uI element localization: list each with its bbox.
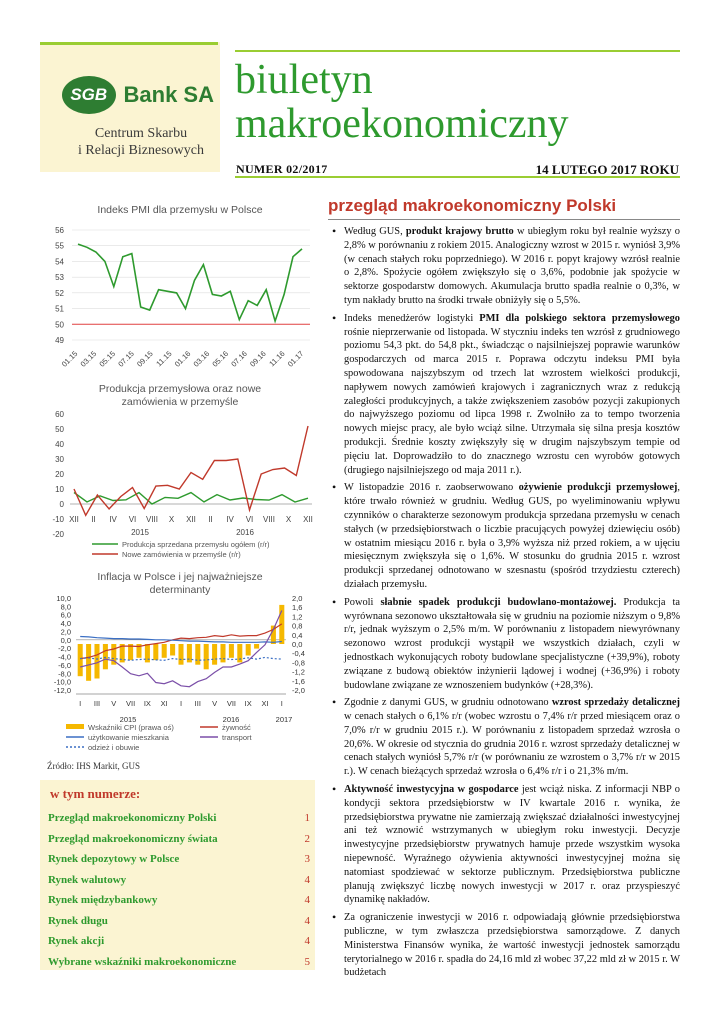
chart-source: Źródło: IHS Markit, GUS — [47, 761, 140, 771]
production-chart-title-line1: Produkcja przemysłowa oraz nowe — [98, 383, 262, 395]
y-tick-label: 2,0 — [60, 627, 71, 637]
toc-item-label: Rynek walutowy — [48, 873, 127, 886]
x-tick-label: 09.15 — [135, 349, 155, 369]
top-rule-left — [40, 42, 218, 45]
cpi-bar — [220, 644, 225, 662]
toc-item-label: Rynek długu — [48, 914, 108, 927]
y-tick-label: -20 — [52, 530, 64, 539]
y-tick-label: -12,0 — [53, 686, 71, 695]
y2-tick-label: -0,8 — [292, 658, 305, 668]
paragraph-text: Za ograniczenie inwestycji w 2016 r. odpowiadają głównie przedsiębiorstwa publiczne, w tym zwłaszcza przedsiębiorstwa samorządowe. Z danych Ministerstwa Finansów wynika, że wartość inwestycji jednostek samorządu terytorialnego w 2016 r. spadła do 24,16 mld zł wobec 37,22 mld zł w 2015 r. W budżetach — [344, 912, 680, 979]
x-tick-label: III — [194, 699, 201, 708]
x-tick-label: VII — [126, 699, 136, 708]
y-tick-label: 40 — [55, 440, 64, 449]
subtitle-line2: i Relacji Biznesowych — [78, 143, 204, 158]
x-tick-label: III — [93, 699, 101, 708]
y-tick-label: -2,0 — [58, 644, 71, 654]
logo-mark: SGB — [62, 76, 116, 114]
inflation-chart-title-line2: determinanty — [149, 584, 211, 596]
toc-item-page: 4 — [304, 914, 310, 927]
x-tick-label: 01.15 — [59, 349, 80, 369]
x-tick-label: VIII — [262, 515, 276, 524]
y-tick-label: 20 — [55, 470, 64, 479]
department-name — [66, 125, 216, 159]
y-tick-label: -10 — [52, 515, 64, 524]
paragraph-text: , które trwało również w grudniu. Według GUS, po wyeliminowaniu wpływu czynników o charakterze sezonowym produkcja sprzedana przemysłu w cenach stałych (w przedsiębiorstwach o liczbie pracujących powyżej dziewięciu osób) w ostatnim miesiącu 2016 r. była o 3,9% wyższa niż przed rokiem, a w ujęciu miesięcznym zwiększyła się o 1,6%. W stosunku do grudnia 2015 r. wzrost produkcji sprzedanej odnotowano w szesnastu (spośród trzydziestu czterech) działach przemysłu. — [344, 482, 681, 590]
x-tick-label: VII — [226, 699, 236, 708]
legend-swatch — [66, 724, 84, 729]
y2-tick-label: -1,6 — [292, 676, 305, 686]
toc-item[interactable] — [48, 833, 310, 845]
y-tick-label: 52 — [55, 288, 64, 298]
x-tick-label: V — [212, 699, 218, 708]
pmi-chart-title: Indeks PMI dla przemysłu w Polsce — [97, 204, 263, 216]
x-tick-label: I — [280, 699, 283, 708]
legend-label: Wskaźniki CPI (prawa oś) — [88, 723, 174, 732]
x-tick-label: IV — [109, 515, 117, 524]
production-chart — [40, 380, 320, 565]
y-tick-label: -6,0 — [58, 660, 71, 670]
legend-label: Produkcja sprzedana przemysłu ogółem (r/r) — [122, 540, 270, 549]
y-tick-label: 10,0 — [56, 594, 71, 603]
top-rule-right — [235, 50, 680, 52]
production-chart-title-line2: zamówienia w przemyśle — [121, 396, 239, 408]
x-tick-label: 03.15 — [78, 349, 99, 369]
toc-item-page: 4 — [304, 873, 310, 886]
x-tick-label: 07.15 — [116, 349, 136, 369]
toc-item[interactable] — [48, 894, 310, 906]
logo-name: Bank SA — [123, 82, 214, 107]
cpi-bar — [246, 644, 251, 656]
article-paragraph — [330, 481, 680, 591]
x-tick-label: 11.16 — [267, 349, 287, 369]
toc-item[interactable] — [48, 853, 310, 865]
article-paragraph — [330, 911, 680, 980]
x-tick-label: X — [285, 515, 292, 524]
issue-date: 14 LUTEGO 2017 ROKU — [535, 162, 679, 177]
y-tick-label: 53 — [55, 273, 64, 283]
paragraph-highlight: ożywienie produkcji przemysłowej — [518, 482, 678, 494]
legend-label: użytkowanie mieszkania — [88, 733, 169, 742]
paragraph-highlight: produkt krajowy brutto — [405, 226, 514, 237]
x-tick-label: IV — [226, 515, 234, 524]
issue-number: NUMER 02/2017 — [236, 162, 328, 176]
article-paragraph — [330, 783, 680, 907]
y-tick-label: 6,0 — [60, 610, 71, 620]
legend-label: Nowe zamówienia w przemyśle (r/r) — [122, 550, 241, 559]
y-tick-label: 51 — [55, 304, 64, 314]
series-line — [74, 493, 308, 505]
cpi-bar — [78, 644, 83, 676]
x-tick-label: 09.16 — [248, 349, 268, 369]
x-tick-label: VIII — [145, 515, 159, 524]
inflation-chart-svg — [40, 568, 320, 758]
legend-label: odzież i obuwie — [88, 743, 140, 752]
toc-item[interactable] — [48, 935, 310, 947]
toc-item[interactable] — [48, 812, 310, 824]
y2-tick-label: 0,0 — [292, 640, 303, 649]
article-paragraph — [330, 596, 680, 693]
y-tick-label: 50 — [55, 425, 64, 434]
toc-item[interactable] — [48, 915, 310, 927]
x-group-label: 2016 — [222, 715, 240, 724]
x-tick-label: IX — [244, 699, 252, 708]
toc-item-page: 4 — [304, 894, 310, 906]
y2-tick-label: -1,2 — [292, 667, 305, 677]
x-tick-label: 07.16 — [229, 349, 249, 369]
toc-item-label: Rynek międzybankowy — [48, 894, 158, 906]
cpi-bar — [94, 644, 99, 679]
pmi-chart — [40, 198, 320, 373]
title-line1: biuletyn — [235, 57, 373, 103]
y-tick-label: 54 — [55, 257, 64, 267]
y-tick-label: 49 — [55, 336, 64, 345]
y-tick-label: -8,0 — [58, 669, 71, 679]
y2-tick-label: 0,8 — [292, 621, 303, 631]
y2-tick-label: 0,4 — [292, 630, 303, 640]
y-tick-label: 8,0 — [60, 602, 71, 612]
paragraph-text: w cenach stałych o 6,1% r/r (wobec wzrostu o 7,4% r/r przed miesiącem oraz o 7,0% r/r w grudniu 2015 r.). W porównaniu z listopadem sprzedaż wzrosła o 20,6%. W okresie od stycznia do grudnia 2016 r. wzrost sprzedaży detalicznej w cenach stałych wyniósł 5,7% r/r (w porównaniu ze wzrostem o 3,7% r/r w 2015 r.). W cenach bieżących sprzedaż wzrosła o 6,4% r/r i o 21,3% m/m. — [344, 711, 680, 778]
subtitle-line1: Centrum Skarbu — [94, 126, 188, 141]
toc-item-page: 3 — [304, 853, 310, 865]
cpi-bar — [178, 644, 183, 665]
table-of-contents — [40, 780, 315, 970]
paragraph-text: Zgodnie z danymi GUS, w grudniu odnotowano — [344, 697, 552, 709]
section-rule — [328, 219, 680, 220]
title-line2: makroekonomiczny — [235, 101, 569, 147]
inflation-chart — [40, 568, 320, 758]
toc-item-page: 1 — [304, 812, 310, 824]
x-group-label: 2017 — [275, 715, 293, 724]
x-group-label: 2016 — [236, 528, 254, 537]
cpi-bar — [229, 644, 234, 658]
paragraph-highlight: PMI dla polskiego sektora przemysłowego — [479, 312, 680, 324]
legend-label: żywność — [222, 723, 251, 732]
paragraph-text: rośnie nieprzerwanie od listopada. W styczniu indeks ten wzrósł z grudniowego poziomu 54,3 pkt. do 54,8 pkt., świadcząc o najsilniejszej poprawie warunków gospodarczych od marca 2015 r. Poprawa odczytu indeksu PMI była spowodowana najszybszym od trzech lat wzrostem wielkości produkcji, napływem nowych zamówień krajowych i zagranicznych wraz z redukcją zaległości produkcyjnych, a także zwiększeniem zasobów pozycji zakupionych do najwyższego poziomu od lipca 1998 r. Zwolniło za to tempo tworzenia nowych miejsc pracy, ale było wciąż silne. Utrzymała się silna presja kosztów produkcji. Średnie koszty zwiększyły się w drugim najszybszym tempie od pięciu lat. Doprowadziło to do znacznego wzrostu cen wyrobów gotowych (drugiego najsilniejszego od maja 2011 r.). — [344, 326, 680, 476]
cpi-bar — [103, 644, 108, 669]
paragraph-text: Produkcja ta wyrównana sezonowo ukształtowała się w grudniu na poziomie niższym o 9,8% r/r, jednak wyższym o 2,5% m/m. W porównaniu z listopadem niewyrównany sezonowo wzrost produkcji wystąpił we wszystkich działach, czyli w jednostkach wykonujących roboty budowlane specjalistyczne (+39,9%), roboty związane z budową obiektów inżynierii lądowej i wodnej (+36,9%) i roboty budowlane związane ze wznoszeniem budynków (+28,3%). — [344, 596, 680, 691]
toc-item-label: Rynek akcji — [48, 935, 105, 947]
article-paragraph — [330, 696, 680, 779]
x-tick-label: I — [179, 699, 183, 708]
toc-item[interactable] — [48, 874, 310, 886]
section-title: przegląd makroekonomiczny Polski — [328, 196, 617, 215]
toc-item-label: Przegląd makroekonomiczny świata — [48, 832, 218, 845]
y-tick-label: 10 — [55, 485, 64, 494]
x-tick-label: II — [208, 515, 213, 524]
cpi-bar — [254, 644, 259, 649]
paragraph-highlight: Aktywność inwestycyjna w gospodarce — [344, 784, 519, 796]
cpi-bar — [153, 644, 158, 660]
y2-tick-label: 1,6 — [292, 603, 303, 613]
inflation-chart-title-line1: Inflacja w Polsce i jej najważniejsze — [97, 571, 263, 583]
cpi-bar — [86, 644, 91, 681]
y2-tick-label: -0,4 — [292, 649, 305, 659]
y-tick-label: 0,0 — [60, 635, 71, 645]
toc-item-label: Wybrane wskaźniki makroekonomiczne — [48, 955, 237, 968]
cpi-bar — [195, 644, 200, 665]
y-tick-label: 56 — [55, 226, 64, 235]
y-tick-label: 4,0 — [60, 619, 71, 629]
x-tick-label: VI — [128, 515, 137, 524]
x-tick-label: VI — [245, 515, 254, 524]
y2-tick-label: 2,0 — [292, 594, 303, 603]
x-tick-label: XII — [303, 515, 313, 524]
y-tick-label: -4,0 — [58, 652, 71, 662]
toc-item-page: 2 — [304, 832, 310, 845]
y-tick-label: 30 — [55, 455, 64, 464]
toc-item-label: Rynek depozytowy w Polsce — [48, 853, 180, 865]
article-text — [330, 225, 680, 984]
series-line — [80, 637, 282, 643]
paragraph-highlight: wzrost sprzedaży detalicznej — [551, 697, 680, 709]
toc-item-label: Przegląd makroekonomiczny Polski — [48, 812, 217, 824]
x-tick-label: IX — [143, 699, 151, 708]
y-tick-label: -10,0 — [53, 677, 71, 687]
x-tick-label: V — [111, 699, 117, 708]
y-tick-label: 50 — [55, 320, 64, 330]
pmi-chart-svg — [40, 198, 320, 373]
x-group-label: 2015 — [119, 715, 137, 724]
y2-tick-label: 1,2 — [292, 612, 303, 622]
x-tick-label: XII — [69, 515, 79, 524]
paragraph-text: Według GUS, — [344, 226, 406, 237]
y2-tick-label: -2,0 — [292, 686, 305, 695]
cpi-bar — [170, 644, 175, 656]
y-tick-label: 55 — [55, 241, 64, 251]
x-tick-label: I — [79, 699, 82, 708]
toc-heading: w tym numerze: — [50, 786, 141, 801]
toc-item[interactable] — [48, 956, 310, 968]
x-tick-label: 01.17 — [285, 349, 306, 369]
bank-logo — [62, 72, 214, 118]
bulletin-title — [235, 58, 569, 146]
x-tick-label: XII — [186, 515, 196, 524]
paragraph-text: Powoli — [344, 596, 381, 608]
cpi-bar — [162, 644, 167, 658]
x-tick-label: 05.16 — [210, 349, 231, 369]
toc-item-page: 4 — [304, 935, 310, 947]
paragraph-text: w ubiegłym roku był realnie wyższy o 2,8% w porównaniu z rokiem 2015. Analogiczny wzrost w 2015 r. wyniósł 3,9% (w cenach stałych roku poprzedniego). W 2016 r. popyt krajowy wzrósł realnie o 2,8%. Spożycie ogółem zwiększyło się o 3,6%, podobnie jak spożycie w sektorze gospodarstw domowych. Akumulacja brutto spadła realnie o 0,3%, w tym nakłady brutto na środki trwałe obniżyły się o 5,5%. — [344, 226, 681, 306]
toc-item-page: 5 — [304, 955, 310, 968]
x-tick-label: 11.15 — [154, 349, 174, 369]
x-tick-label: 05.15 — [97, 349, 118, 369]
y-tick-label: 0 — [59, 500, 64, 509]
paragraph-text: jest wciąż niska. Z informacji NBP o kondycji sektora przedsiębiorstw w IV kwartale 2016 r. wynika, że przedsiębiorstwa prywatne nie zamierzają zwiększać działalności inwestycyjnej ani też wznowić wstrzymanych w ubiegłym roku inwestycji. Decyzje inwestycyjne przedsiębiorstw prywatnych hamuje przede wszystkim wysoka niepewność. Wyraźnego ożywienia aktywności inwestycyjnej można się natomiast spodziewać w sektorze publicznym. Przedsiębiorstwa publiczne planują zwiększyć liczbę nowych inwestycji w 2017 r. oraz przyspieszyć dynamikę nakładów. — [344, 784, 680, 906]
legend-label: transport — [222, 733, 252, 742]
y-tick-label: 60 — [55, 410, 64, 419]
x-tick-label: X — [168, 515, 175, 524]
article-paragraph — [330, 225, 680, 308]
cpi-bar — [204, 644, 209, 669]
pmi-series-line — [78, 244, 302, 321]
paragraph-highlight: słabnie spadek produkcji budowlano-montażowej. — [380, 596, 617, 608]
paragraph-text: W listopadzie 2016 r. zaobserwowano — [344, 482, 519, 494]
x-group-label: 2015 — [131, 528, 149, 537]
x-tick-label: II — [91, 515, 96, 524]
cpi-bar — [212, 644, 217, 665]
series-line — [74, 426, 308, 515]
x-tick-label: XI — [261, 699, 269, 708]
x-tick-label: 03.16 — [191, 349, 212, 369]
x-tick-label: 01.16 — [172, 349, 193, 369]
paragraph-text: Indeks menedżerów logistyki — [344, 312, 480, 324]
x-tick-label: XI — [160, 699, 168, 708]
article-paragraph — [330, 312, 680, 478]
